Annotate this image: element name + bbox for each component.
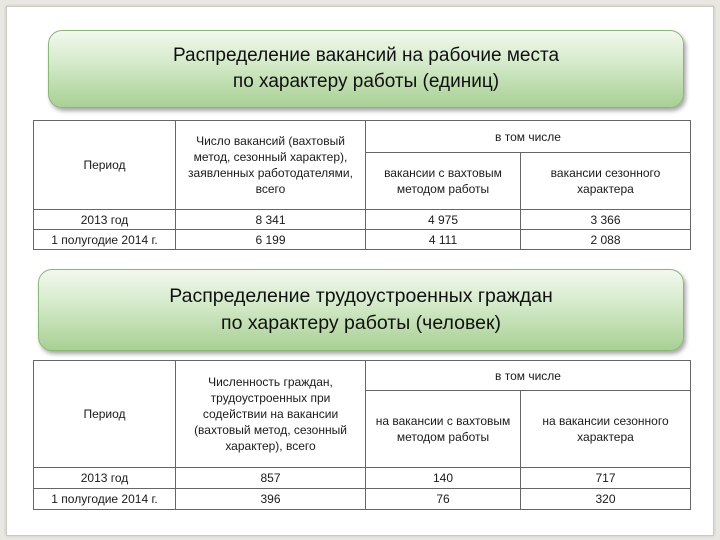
row-shift: 76 <box>366 489 521 510</box>
table-row <box>34 468 691 489</box>
row-period: 2013 год <box>34 210 176 230</box>
table-row <box>34 489 691 510</box>
row-seasonal: 2 088 <box>521 230 691 250</box>
header-including: в том числе <box>366 121 691 153</box>
table-row <box>34 210 691 230</box>
header-total-vacancies: Число вакансий (вахтовый метод, сезонный характер), заявленных работодателями, всего <box>176 121 366 210</box>
row-period: 2013 год <box>34 468 176 489</box>
employment-table <box>33 360 691 510</box>
table-header-row <box>34 121 691 153</box>
header-period: Период <box>34 121 176 210</box>
table-row <box>34 230 691 250</box>
table-header-row <box>34 361 691 391</box>
row-seasonal: 717 <box>521 468 691 489</box>
header-period: Период <box>34 361 176 468</box>
header-including: в том числе <box>366 361 691 391</box>
row-seasonal: 3 366 <box>521 210 691 230</box>
row-period: 1 полугодие 2014 г. <box>34 489 176 510</box>
row-shift: 140 <box>366 468 521 489</box>
row-shift: 4 975 <box>366 210 521 230</box>
header-seasonal-employed: на вакансии сезонного характера <box>521 391 691 468</box>
header-seasonal-vacancies: вакансии сезонного характера <box>521 153 691 210</box>
row-total: 6 199 <box>176 230 366 250</box>
vacancies-title-banner <box>48 30 684 108</box>
row-total: 396 <box>176 489 366 510</box>
row-total: 857 <box>176 468 366 489</box>
row-seasonal: 320 <box>521 489 691 510</box>
header-total-employed: Численность граждан, трудоустроенных при содействии на вакансии (вахтовый метод, сезонный характер), всего <box>176 361 366 468</box>
employment-title-banner <box>38 269 684 351</box>
header-shift-vacancies: вакансии с вахтовым методом работы <box>366 153 521 210</box>
employment-title: Распределение трудоустроенных граждан по характеру работы (человек) <box>169 285 553 334</box>
row-total: 8 341 <box>176 210 366 230</box>
row-shift: 4 111 <box>366 230 521 250</box>
header-shift-employed: на вакансии с вахтовым методом работы <box>366 391 521 468</box>
row-period: 1 полугодие 2014 г. <box>34 230 176 250</box>
vacancies-table <box>33 120 691 250</box>
vacancies-title: Распределение вакансий на рабочие места по характеру работы (единиц) <box>172 45 560 92</box>
